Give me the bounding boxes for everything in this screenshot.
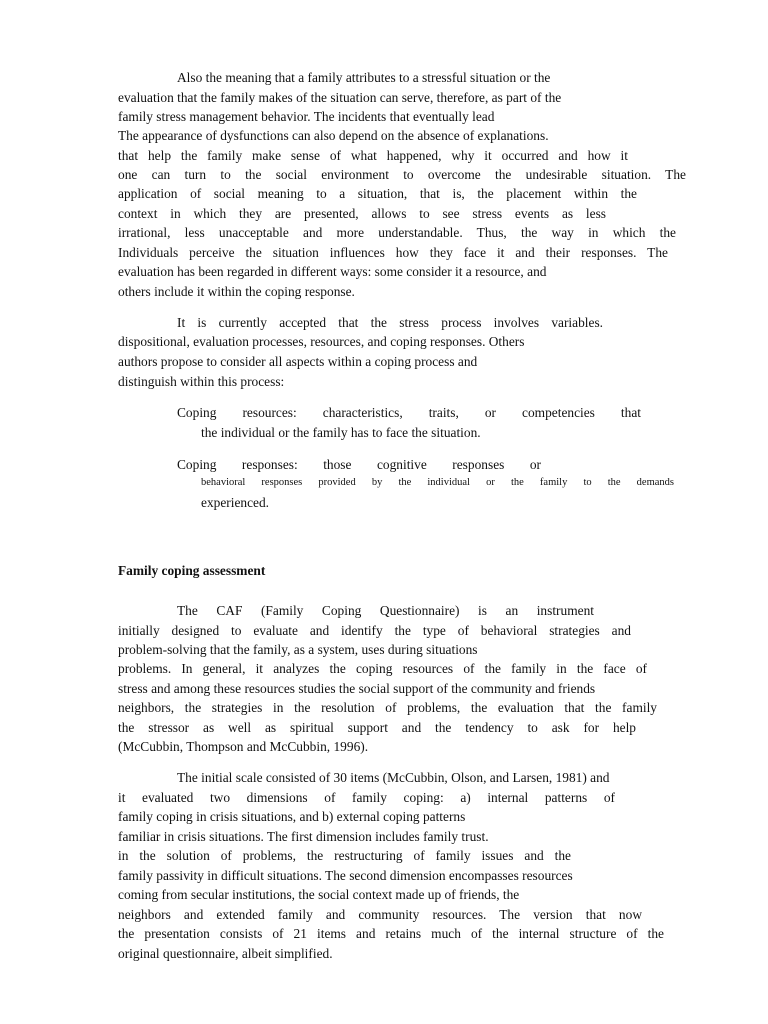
paragraph-line: one can turn to the social environment to overcome the undesirable situation. The bbox=[118, 167, 686, 182]
list-item-line: Coping resources: characteristics, traits, or competencies that bbox=[177, 405, 641, 420]
paragraph-line: evaluation that the family makes of the situation can serve, therefore, as part of the bbox=[118, 90, 562, 105]
list-item-line: Coping responses: those cognitive responses or bbox=[177, 457, 541, 472]
paragraph-line: (McCubbin, Thompson and McCubbin, 1996). bbox=[118, 739, 369, 754]
paragraph-line: others include it within the coping response. bbox=[118, 284, 355, 299]
paragraph-line: original questionnaire, albeit simplified. bbox=[118, 946, 333, 961]
paragraph-line: irrational, less unacceptable and more understandable. Thus, the way in which the bbox=[118, 225, 676, 240]
paragraph-line: initially designed to evaluate and identify the type of behavioral strategies and bbox=[118, 623, 631, 638]
paragraph-line: evaluation has been regarded in different ways: some consider it a resource, and bbox=[118, 264, 547, 279]
paragraph-line: The appearance of dysfunctions can also depend on the absence of explanations. bbox=[118, 128, 549, 143]
section-heading: Family coping assessment bbox=[118, 563, 266, 578]
paragraph-line: family passivity in difficult situations. The second dimension encompasses resources bbox=[118, 868, 573, 883]
paragraph-line: authors propose to consider all aspects within a coping process and bbox=[118, 354, 478, 369]
paragraph-line: neighbors, the strategies in the resolution of problems, the evaluation that the family bbox=[118, 700, 657, 715]
paragraph-line: Individuals perceive the situation influences how they face it and their responses. The bbox=[118, 245, 668, 260]
paragraph-line: the stressor as well as spiritual support and the tendency to ask for help bbox=[118, 720, 636, 735]
paragraph-line: The CAF (Family Coping Questionnaire) is an instrument bbox=[177, 603, 594, 618]
paragraph-line: The initial scale consisted of 30 items (McCubbin, Olson, and Larsen, 1981) and bbox=[177, 770, 610, 785]
list-item-line: experienced. bbox=[201, 495, 270, 510]
paragraph-line: problem-solving that the family, as a system, uses during situations bbox=[118, 642, 478, 657]
paragraph-line: in the solution of problems, the restructuring of family issues and the bbox=[118, 848, 571, 863]
paragraph-line: Also the meaning that a family attributes to a stressful situation or the bbox=[177, 70, 551, 85]
paragraph-line: problems. In general, it analyzes the coping resources of the family in the face of bbox=[118, 661, 647, 676]
list-item-line: the individual or the family has to face the situation. bbox=[201, 425, 481, 440]
paragraph-line: application of social meaning to a situation, that is, the placement within the bbox=[118, 186, 637, 201]
paragraph-line: It is currently accepted that the stress process involves variables. bbox=[177, 315, 603, 330]
paragraph-line: distinguish within this process: bbox=[118, 374, 285, 389]
paragraph-line: neighbors and extended family and community resources. The version that now bbox=[118, 907, 642, 922]
paragraph-line: context in which they are presented, allows to see stress events as less bbox=[118, 206, 606, 221]
paragraph-line: the presentation consists of 21 items and retains much of the internal structure of the bbox=[118, 926, 664, 941]
list-item-line: behavioral responses provided by the individual or the family to the demands bbox=[201, 477, 674, 488]
paragraph-line: familiar in crisis situations. The first dimension includes family trust. bbox=[118, 829, 489, 844]
paragraph-line: family stress management behavior. The incidents that eventually lead bbox=[118, 109, 495, 124]
paragraph-line: that help the family make sense of what happened, why it occurred and how it bbox=[118, 148, 628, 163]
paragraph-line: it evaluated two dimensions of family coping: a) internal patterns of bbox=[118, 790, 615, 805]
paragraph-line: stress and among these resources studies the social support of the community and friends bbox=[118, 681, 596, 696]
paragraph-line: dispositional, evaluation processes, resources, and coping responses. Others bbox=[118, 334, 525, 349]
paragraph-line: coming from secular institutions, the social context made up of friends, the bbox=[118, 887, 520, 902]
paragraph-line: family coping in crisis situations, and b) external coping patterns bbox=[118, 809, 466, 824]
